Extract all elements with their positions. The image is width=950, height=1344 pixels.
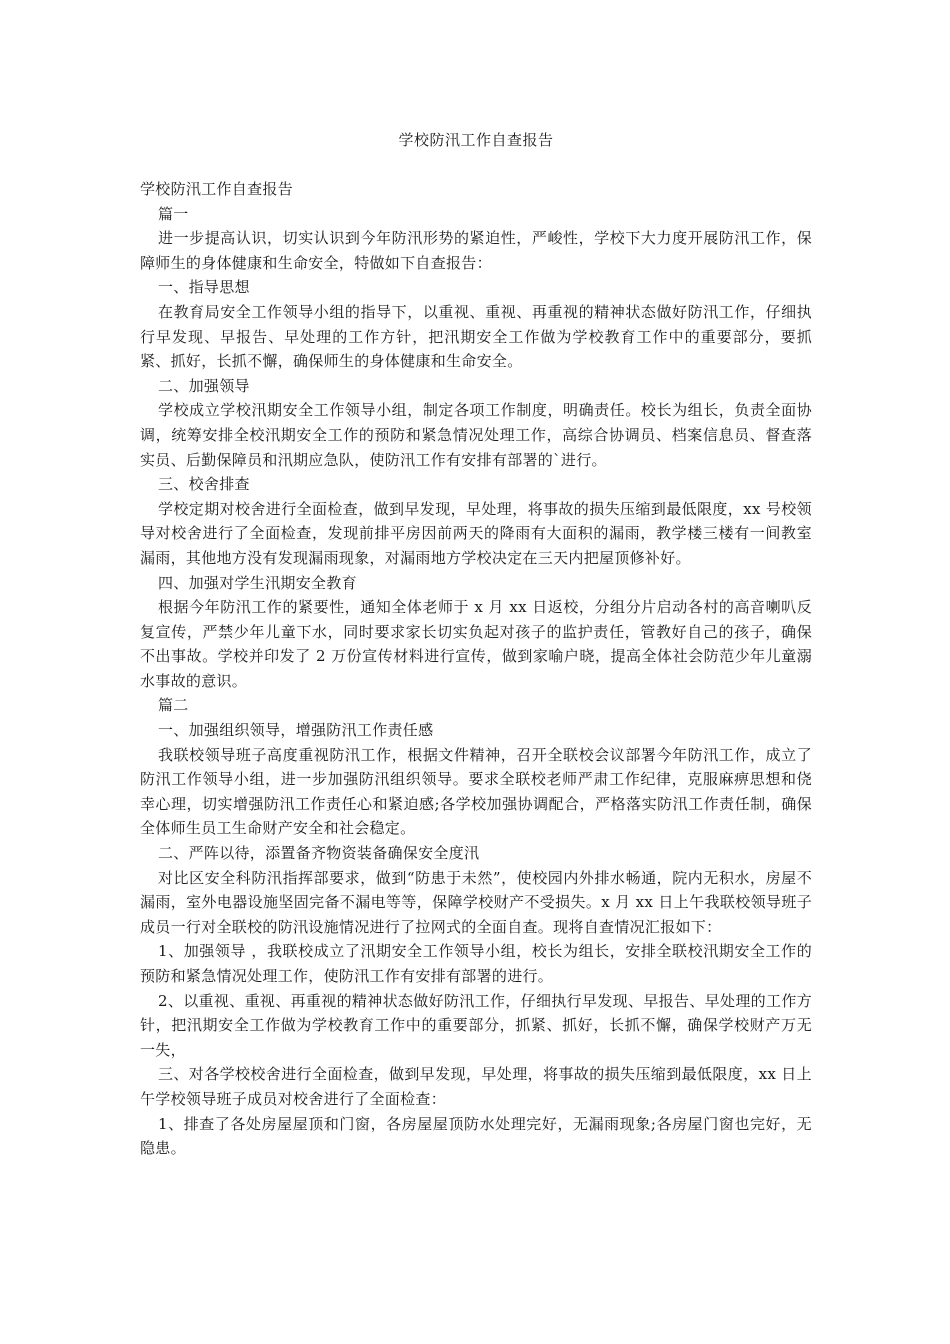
paragraph: 三、校舍排查 <box>158 475 250 494</box>
paragraph: 2、以重视、重视、再重视的精神状态做好防汛工作，仔细执行早发现、早报告、早处理的工作方针，把汛期安全工作做为学校教育工作中的重要部分，抓紧、抓好，长抓不懈，确保学校财产万无一失， <box>140 991 812 1059</box>
paragraph: 学校定期对校舍进行全面检查，做到早发现，早处理，将事故的损失压缩到最低限度，xx 号校领导对校舍进行了全面检查，发现前排平房因前两天的降雨有大面积的漏雨，教学楼三楼有一间教室漏雨，其他地方没有发现漏雨现象，对漏雨地方学校决定在三天内把屋顶修补好。 <box>140 499 812 567</box>
paragraph: 二、加强领导 <box>158 376 250 395</box>
document-body <box>140 177 812 1161</box>
paragraph: 1、加强领导 ，我联校成立了汛期安全工作领导小组，校长为组长，安排全联校汛期安全工作的预防和紧急情况处理工作，使防汛工作有安排有部署的进行。 <box>140 942 812 985</box>
paragraph: 篇一 <box>158 204 189 223</box>
paragraph: 三、对各学校校舍进行全面检查，做到早发现，早处理，将事故的损失压缩到最低限度，xx 日上午学校领导班子成员对校舍进行了全面检查： <box>140 1065 812 1108</box>
paragraph: 在教育局安全工作领导小组的指导下，以重视、重视、再重视的精神状态做好防汛工作，仔细执行早发现、早报告、早处理的工作方针，把汛期安全工作做为学校教育工作中的重要部分，要抓紧、抓好，长抓不懈，确保师生的身体健康和生命安全。 <box>140 302 812 371</box>
paragraph: 二、严阵以待，添置备齐物资装备确保安全度汛 <box>158 844 480 863</box>
paragraph: 一、指导思想 <box>158 278 250 297</box>
paragraph: 进一步提高认识，切实认识到今年防汛形势的紧迫性，严峻性，学校下大力度开展防汛工作，保障师生的身体健康和生命安全，特做如下自查报告： <box>140 229 812 272</box>
paragraph: 根据今年防汛工作的紧要性，通知全体老师于 x 月 xx 日返校，分组分片启动各村的高音喇叭反复宣传，严禁少年儿童下水，同时要求家长切实负起对孩子的监护责任，管教好自己的孩子，确保不出事故。学校并印发了 2 万份宣传材料进行宣传，做到家喻户晓，提高全体社会防范少年儿童溺水事故的意识。 <box>140 598 812 690</box>
paragraph: 学校成立学校汛期安全工作领导小组，制定各项工作制度，明确责任。校长为组长，负责全面协调，统筹安排全校汛期安全工作的预防和紧急情况处理工作，高综合协调员、档案信息员、督查落实员、后勤保障员和汛期应急队，使防汛工作有安排有部署的`进行。 <box>140 401 812 469</box>
paragraph: 对比区安全科防汛指挥部要求，做到“防患于未然”，使校园内外排水畅通，院内无积水，房屋不漏雨，室外电器设施坚固完备不漏电等等，保障学校财产不受损失。x 月 xx 日上午我联校领导班子成员一行对全联校的防汛设施情况进行了拉网式的全面自查。现将自查情况汇报如下： <box>140 868 812 936</box>
paragraph: 学校防汛工作自查报告 <box>140 180 294 198</box>
paragraph: 一、加强组织领导，增强防汛工作责任感 <box>158 721 434 740</box>
paragraph: 四、加强对学生汛期安全教育 <box>158 573 357 592</box>
paragraph: 1、排查了各处房屋屋顶和门窗，各房屋屋顶防水处理完好，无漏雨现象;各房屋门窗也完好，无隐患。 <box>140 1114 812 1158</box>
paragraph: 篇二 <box>158 696 189 715</box>
paragraph: 我联校领导班子高度重视防汛工作，根据文件精神，召开全联校会议部署今年防汛工作，成立了防汛工作领导小组，进一步加强防汛组织领导。要求全联校老师严肃工作纪律，克服麻痹思想和侥幸心理，切实增强防汛工作责任心和紧迫感;各学校加强协调配合，严格落实防汛工作责任制，确保全体师生员工生命财产安全和社会稳定。 <box>140 745 812 838</box>
document-title: 学校防汛工作自查报告 <box>398 131 554 149</box>
